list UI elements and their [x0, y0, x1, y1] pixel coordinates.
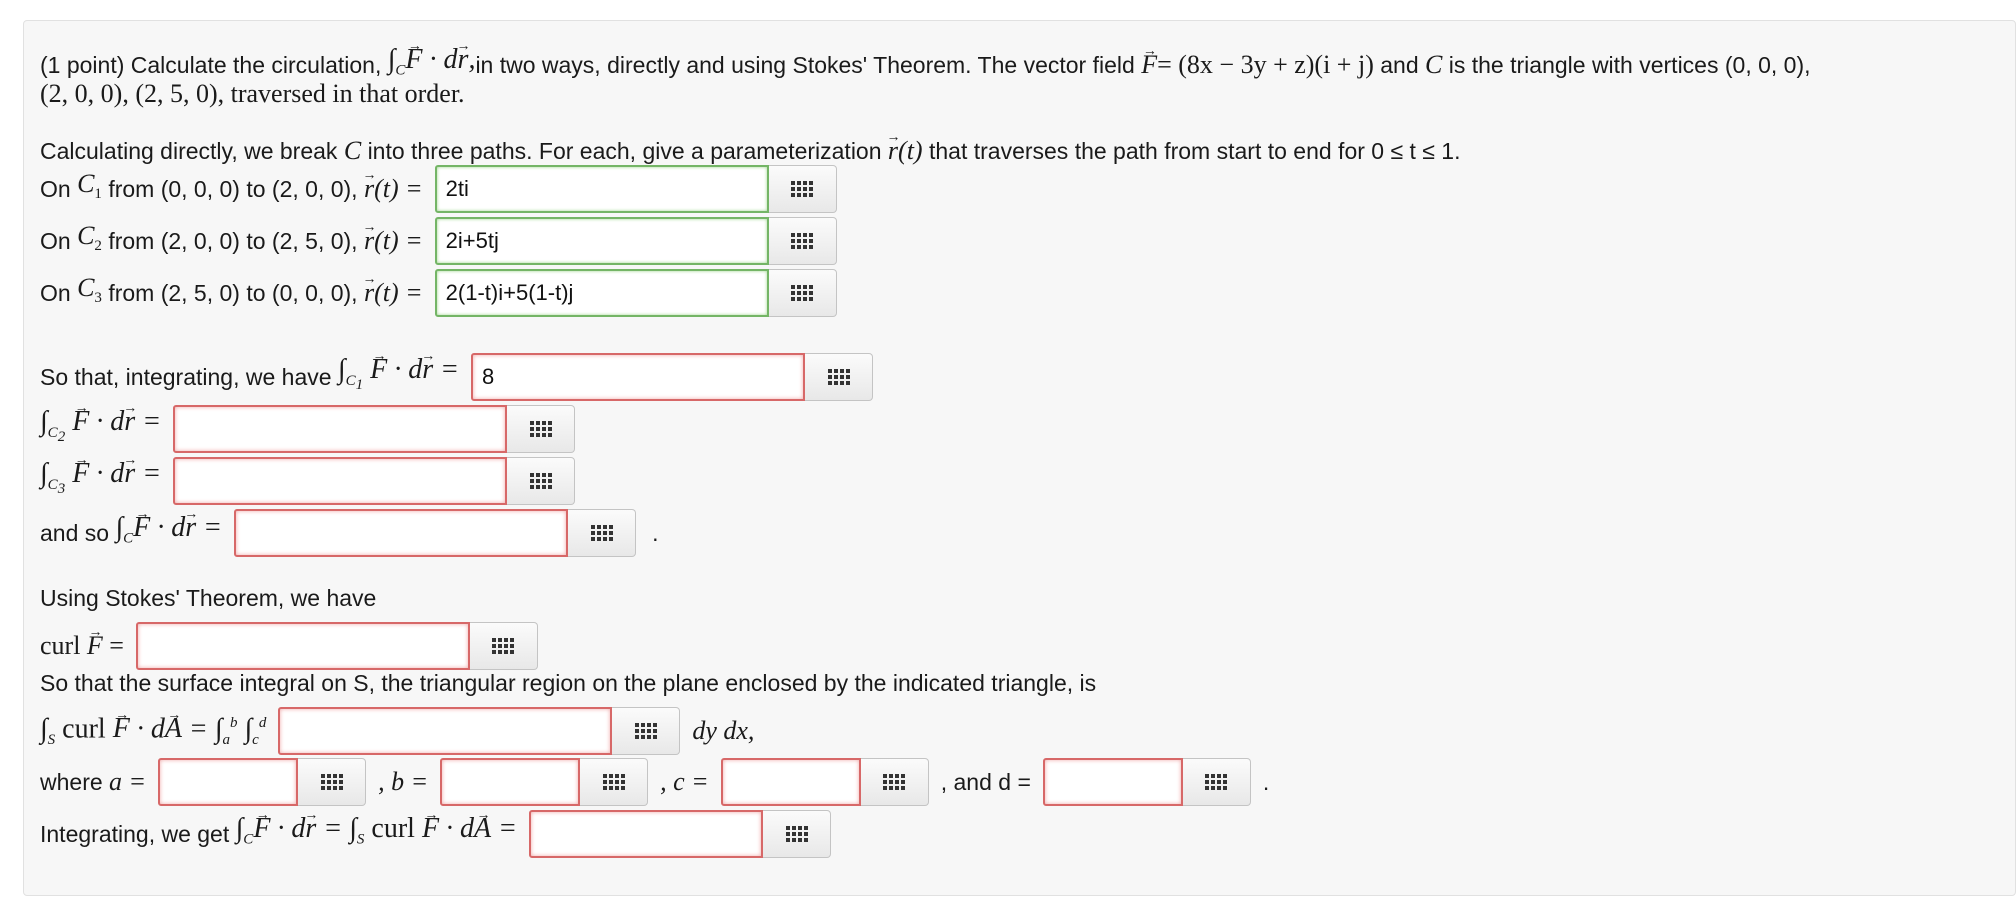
- path-endpoints: from (0, 0, 0) to (2, 0, 0),: [108, 176, 358, 202]
- path-label: On: [40, 176, 71, 202]
- equation-palette-icon[interactable]: [568, 509, 636, 557]
- r-of-t: r →(t) =: [364, 276, 423, 310]
- integral-c3-input[interactable]: [173, 457, 507, 505]
- period: .: [652, 520, 659, 546]
- final-input[interactable]: [529, 810, 763, 858]
- problem-statement-line2: [40, 77, 465, 111]
- final-row: [40, 810, 831, 858]
- answer-c1-parameterization: [435, 165, 837, 213]
- statement-text: in two ways, directly and using Stokes' Theorem. The vector field: [475, 52, 1135, 79]
- r-of-t: r →(t): [888, 134, 923, 168]
- equation-palette-icon[interactable]: [763, 810, 831, 858]
- integral-row-c3: [40, 457, 575, 506]
- integral-c3-symbol: $\int_{C_3}$ F → · dr → =: [40, 457, 161, 506]
- c-label: , c =: [660, 767, 709, 796]
- path-symbol: $C_3$: [77, 272, 102, 307]
- answer-c2-parameterization: [435, 217, 837, 265]
- statement-text: and: [1380, 52, 1419, 79]
- path-endpoints: from (2, 5, 0) to (0, 0, 0),: [108, 280, 358, 306]
- equation-palette-icon[interactable]: [1183, 758, 1251, 806]
- integral-c1-input[interactable]: [471, 353, 805, 401]
- answer-c: [721, 758, 929, 806]
- surface-integral-row: [40, 706, 754, 757]
- c3-parameterization-input[interactable]: [435, 269, 769, 317]
- answer-d: [1043, 758, 1251, 806]
- c-input[interactable]: [721, 758, 861, 806]
- line-integral-symbol: $\int_CF$ → · dr →,: [388, 43, 476, 88]
- path-symbol: $C_2$: [77, 220, 102, 255]
- curl-label: curl: [40, 631, 81, 660]
- curl-input[interactable]: [136, 622, 470, 670]
- r-of-t: r →(t) =: [364, 172, 423, 206]
- integrand-input[interactable]: [278, 707, 612, 755]
- direct-intro: [40, 134, 1460, 168]
- statement-text: is the triangle with vertices (0, 0, 0),: [1448, 52, 1811, 79]
- answer-integrand: [278, 707, 680, 755]
- answer-c3-parameterization: [435, 269, 837, 317]
- integral-c1-symbol: $\int_{C_1}$ F → · dr → =: [338, 353, 459, 402]
- integral-row-c1: [40, 353, 873, 402]
- path-symbol: $C_1$: [77, 168, 102, 203]
- vertices-text: (2, 0, 0), (2, 5, 0), traversed in that order.: [40, 79, 465, 108]
- integral-row-total: [40, 509, 658, 557]
- dydx-label: dy dx,: [692, 716, 755, 746]
- answer-b: [440, 758, 648, 806]
- final-intro: Integrating, we get: [40, 821, 230, 847]
- curl-row: [40, 622, 538, 670]
- intro-text: into three paths. For each, give a parameterization: [367, 138, 882, 164]
- stokes-intro: [40, 581, 376, 615]
- equation-palette-icon[interactable]: [507, 457, 575, 505]
- a-input[interactable]: [158, 758, 298, 806]
- integral-total-input[interactable]: [234, 509, 568, 557]
- c2-parameterization-input[interactable]: [435, 217, 769, 265]
- path-row-c3: [40, 269, 837, 317]
- answer-integral-c2: [173, 405, 575, 453]
- path-endpoints: from (2, 0, 0) to (2, 5, 0),: [108, 228, 358, 254]
- r-of-t: r →(t) =: [364, 224, 423, 258]
- surface-text: So that the surface integral on S, the triangular region on the plane enclosed by the indicated triangle, is: [40, 670, 1097, 696]
- surface-integral-symbol: $\int_S$ curl F → · dA → = $\int_a^b$ $\int_c^d$: [40, 706, 266, 757]
- equation-palette-icon[interactable]: [507, 405, 575, 453]
- integral-row-c2: [40, 405, 575, 454]
- period: .: [1262, 769, 1270, 795]
- answer-final: [529, 810, 831, 858]
- where-label: where: [40, 769, 103, 795]
- bounds-row: [40, 758, 1269, 806]
- equation-palette-icon[interactable]: [861, 758, 929, 806]
- intro-text: that traverses the path from start to end for 0 ≤ t ≤ 1.: [928, 138, 1461, 164]
- integrals-intro: So that, integrating, we have: [40, 364, 332, 391]
- a-label: a =: [109, 767, 147, 796]
- equation-palette-icon[interactable]: [580, 758, 648, 806]
- path-row-c1: [40, 165, 837, 213]
- problem-panel: [23, 20, 2016, 896]
- d-input[interactable]: [1043, 758, 1183, 806]
- integral-total-symbol: $\int_CF$ → · dr → =: [115, 511, 222, 556]
- equation-palette-icon[interactable]: [769, 217, 837, 265]
- curl-field: F → =: [87, 629, 124, 663]
- and-so-label: and so: [40, 520, 110, 546]
- equation-palette-icon[interactable]: [612, 707, 680, 755]
- equation-palette-icon[interactable]: [769, 269, 837, 317]
- answer-integral-c1: [471, 353, 873, 401]
- equation-palette-icon[interactable]: [470, 622, 538, 670]
- statement-text: Calculate the circulation,: [130, 52, 382, 79]
- equation-palette-icon[interactable]: [805, 353, 873, 401]
- answer-integral-total: [234, 509, 636, 557]
- stokes-intro-text: Using Stokes' Theorem, we have: [40, 585, 377, 611]
- answer-curl: [136, 622, 538, 670]
- curve-symbol: C: [343, 136, 362, 165]
- path-label: On: [40, 228, 71, 254]
- equation-palette-icon[interactable]: [769, 165, 837, 213]
- b-label: , b =: [378, 767, 429, 796]
- d-label: , and d =: [940, 769, 1031, 795]
- integral-c2-input[interactable]: [173, 405, 507, 453]
- path-row-c2: [40, 217, 837, 265]
- intro-text: Calculating directly, we break: [40, 138, 338, 164]
- integral-c2-symbol: $\int_{C_2}$ F → · dr → =: [40, 405, 161, 454]
- c1-parameterization-input[interactable]: [435, 165, 769, 213]
- field-expression: F →= (8x − 3y + z)(i + j): [1141, 48, 1374, 82]
- points-label: (1 point): [40, 52, 125, 79]
- b-input[interactable]: [440, 758, 580, 806]
- final-integral-symbol: $\int_CF$ → · dr → = $\int_S$ curl F → · dA → =: [236, 812, 517, 857]
- surface-text-row: [40, 666, 1096, 700]
- path-label: On: [40, 280, 71, 306]
- answer-integral-c3: [173, 457, 575, 505]
- curve-symbol: C: [1425, 50, 1443, 80]
